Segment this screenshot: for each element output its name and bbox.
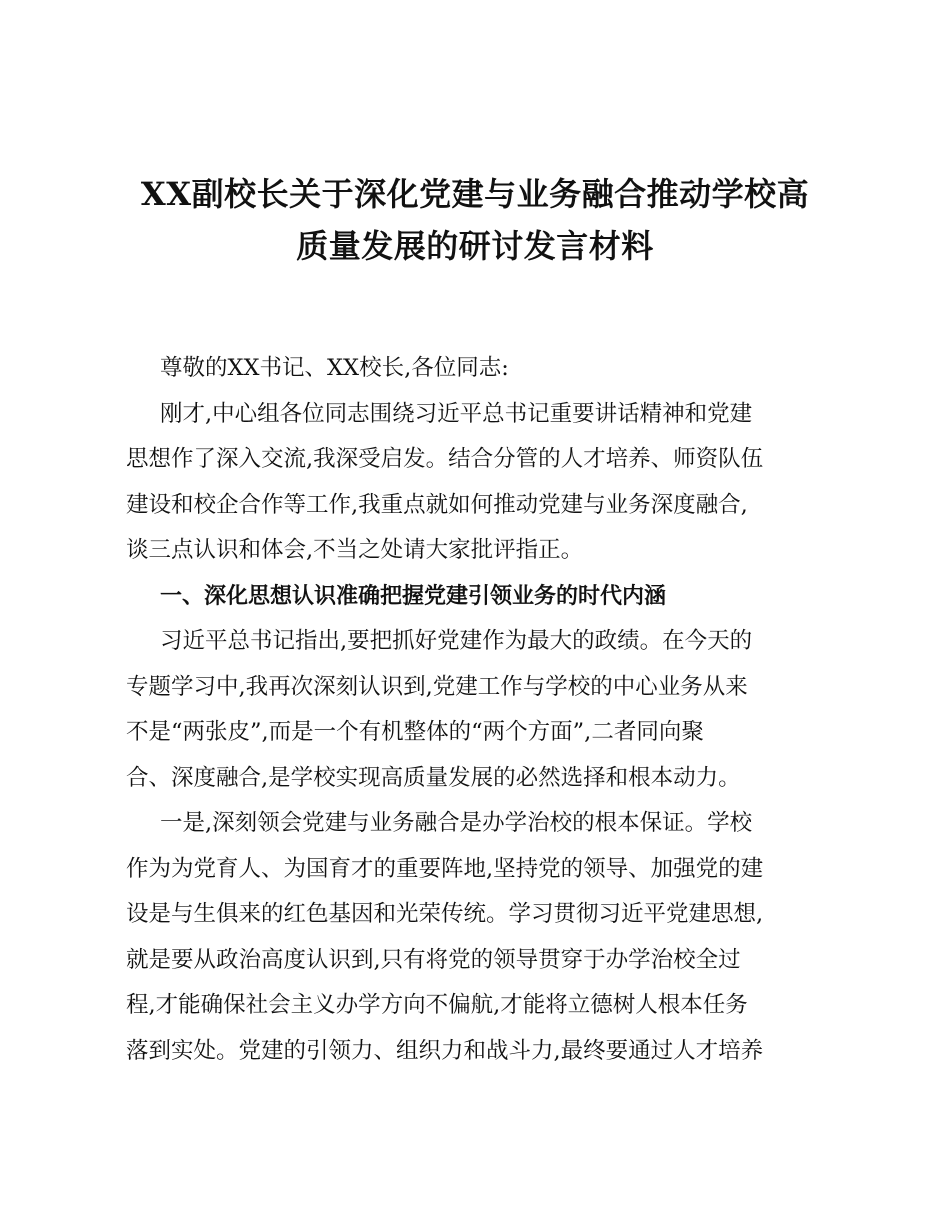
title-line-1: XX副校长关于深化党建与业务融合推动学校高 — [140, 175, 810, 213]
paragraph-line: 设是与生俱来的红色基因和光荣传统。学习贯彻习近平党建思想, — [126, 901, 764, 927]
paragraph-section-1-intro — [126, 619, 834, 801]
section-heading-1: 一、深化思想认识准确把握党建引领业务的时代内涵 — [160, 583, 667, 609]
paragraph-line: 程,才能确保社会主义办学方向不偏航,才能将立德树人根本任务 — [126, 992, 748, 1018]
paragraph-point-1 — [126, 801, 834, 1074]
paragraph-line: 就是要从政治高度认识到,只有将党的领导贯穿于办学治校全过 — [126, 946, 741, 973]
paragraph-line: 建设和校企合作等工作,我重点就如何推动党建与业务深度融合, — [126, 491, 748, 518]
paragraph-line: 谈三点认识和体会,不当之处请大家批评指正。 — [126, 537, 584, 563]
paragraph-line: 一是,深刻领会党建与业务融合是办学治校的根本保证。学校 — [160, 810, 753, 836]
paragraph-line: 刚才,中心组各位同志围绕习近平总书记重要讲话精神和党建 — [160, 400, 753, 427]
paragraph-line: 专题学习中,我再次深刻认识到,党建工作与学校的中心业务从来 — [126, 673, 748, 700]
paragraph-line: 落到实处。党建的引领力、组织力和战斗力,最终要通过人才培养 — [126, 1037, 764, 1064]
paragraph-line: 思想作了深入交流,我深受启发。结合分管的人才培养、师资队伍 — [126, 446, 764, 472]
paragraph-line: 作为为党育人、为国育才的重要阵地,坚持党的领导、加强党的建 — [126, 855, 764, 882]
paragraph-line: 不是“两张皮”,而是一个有机整体的“两个方面”,二者同向聚 — [126, 719, 704, 745]
document-body — [126, 346, 834, 1074]
document-title — [120, 168, 830, 272]
paragraph-line: 习近平总书记指出,要把抓好党建作为最大的政绩。在今天的 — [160, 628, 753, 654]
paragraph-intro — [126, 392, 834, 574]
paragraph-line: 合、深度融合,是学校实现高质量发展的必然选择和根本动力。 — [126, 764, 741, 791]
title-line-2: 质量发展的研讨发言材料 — [296, 227, 654, 265]
salutation: 尊敬的XX书记、XX校长,各位同志: — [160, 355, 509, 381]
